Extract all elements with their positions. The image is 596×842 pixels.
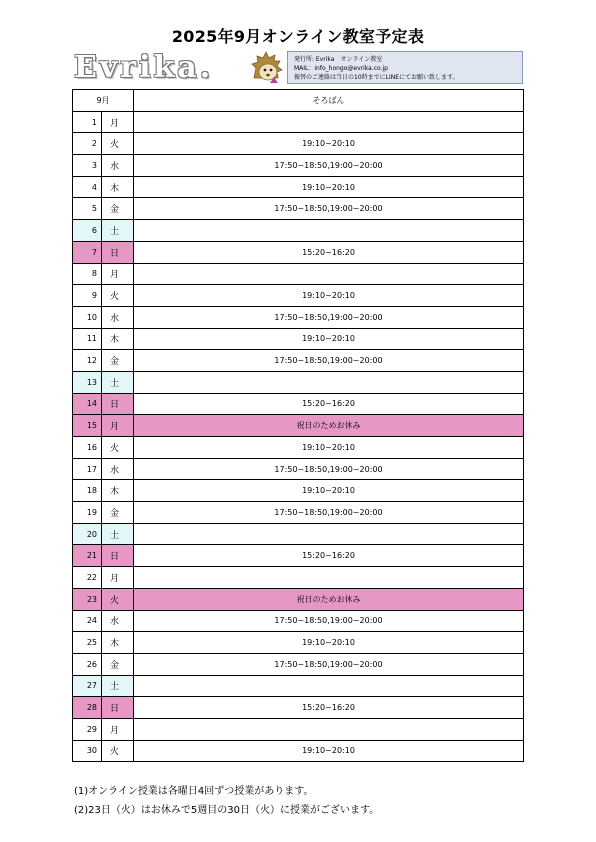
day-of-week: 土 <box>102 371 134 393</box>
class-time <box>134 263 524 285</box>
day-of-week: 水 <box>102 306 134 328</box>
day-number: 8 <box>73 263 102 285</box>
reschedule-note: 振替のご連絡は当日の10時までにLINEにてお願い致します。 <box>294 74 459 81</box>
class-time: 17:50~18:50,19:00~20:00 <box>134 502 524 524</box>
class-time: 17:50~18:50,19:00~20:00 <box>134 610 524 632</box>
table-row <box>73 133 524 155</box>
day-of-week: 火 <box>102 285 134 307</box>
day-number: 7 <box>73 241 102 263</box>
class-time: 17:50~18:50,19:00~20:00 <box>134 306 524 328</box>
day-of-week: 水 <box>102 610 134 632</box>
table-row <box>73 263 524 285</box>
day-number: 30 <box>73 740 102 762</box>
class-time: 19:10~20:10 <box>134 740 524 762</box>
day-number: 12 <box>73 350 102 372</box>
table-row <box>73 567 524 589</box>
class-time: 19:10~20:10 <box>134 176 524 198</box>
class-time: 祝日のためお休み <box>134 415 524 437</box>
day-of-week: 木 <box>102 328 134 350</box>
day-of-week: 日 <box>102 697 134 719</box>
class-time: 17:50~18:50,19:00~20:00 <box>134 350 524 372</box>
class-time: 19:10~20:10 <box>134 328 524 350</box>
table-row <box>73 393 524 415</box>
day-number: 13 <box>73 371 102 393</box>
table-header-row <box>73 90 524 112</box>
day-of-week: 土 <box>102 675 134 697</box>
table-row <box>73 371 524 393</box>
day-number: 15 <box>73 415 102 437</box>
day-number: 20 <box>73 523 102 545</box>
day-number: 9 <box>73 285 102 307</box>
class-time: 15:20~16:20 <box>134 697 524 719</box>
day-number: 10 <box>73 306 102 328</box>
page-title: 2025年9月オンライン教室予定表 <box>171 27 425 46</box>
course-header: そろばん <box>134 90 524 112</box>
table-row <box>73 523 524 545</box>
class-time <box>134 111 524 133</box>
class-time: 17:50~18:50,19:00~20:00 <box>134 458 524 480</box>
class-time <box>134 567 524 589</box>
day-number: 19 <box>73 502 102 524</box>
day-of-week: 日 <box>102 545 134 567</box>
table-row <box>73 198 524 220</box>
table-row <box>73 220 524 242</box>
class-time: 15:20~16:20 <box>134 545 524 567</box>
table-row <box>73 653 524 675</box>
class-time: 15:20~16:20 <box>134 393 524 415</box>
table-row <box>73 437 524 459</box>
day-number: 3 <box>73 155 102 177</box>
day-number: 14 <box>73 393 102 415</box>
class-time <box>134 675 524 697</box>
day-of-week: 月 <box>102 718 134 740</box>
table-row <box>73 458 524 480</box>
table-row <box>73 350 524 372</box>
day-number: 22 <box>73 567 102 589</box>
class-time: 19:10~20:10 <box>134 437 524 459</box>
class-time <box>134 371 524 393</box>
day-number: 29 <box>73 718 102 740</box>
class-time: 17:50~18:50,19:00~20:00 <box>134 653 524 675</box>
class-time: 17:50~18:50,19:00~20:00 <box>134 155 524 177</box>
day-of-week: 月 <box>102 111 134 133</box>
table-row <box>73 285 524 307</box>
class-time: 17:50~18:50,19:00~20:00 <box>134 198 524 220</box>
notes <box>74 782 379 820</box>
day-of-week: 火 <box>102 437 134 459</box>
day-number: 5 <box>73 198 102 220</box>
table-row <box>73 480 524 502</box>
day-number: 1 <box>73 111 102 133</box>
day-of-week: 日 <box>102 393 134 415</box>
schedule-table <box>72 89 524 762</box>
note-1: (1)オンライン授業は各曜日4回ずつ授業があります。 <box>74 786 314 797</box>
class-time: 19:10~20:10 <box>134 285 524 307</box>
table-row <box>73 415 524 437</box>
day-of-week: 水 <box>102 155 134 177</box>
day-of-week: 月 <box>102 415 134 437</box>
day-of-week: 火 <box>102 588 134 610</box>
publisher-info-box <box>287 51 523 84</box>
day-number: 6 <box>73 220 102 242</box>
day-number: 24 <box>73 610 102 632</box>
table-row <box>73 328 524 350</box>
table-row <box>73 502 524 524</box>
email-line: MAIL：info_hongo@evrika.co.jp <box>294 65 388 72</box>
day-of-week: 金 <box>102 502 134 524</box>
class-time <box>134 718 524 740</box>
evrika-logo <box>74 50 284 88</box>
table-row <box>73 111 524 133</box>
class-time: 19:10~20:10 <box>134 632 524 654</box>
table-row <box>73 306 524 328</box>
day-number: 4 <box>73 176 102 198</box>
table-row <box>73 241 524 263</box>
publisher-line: 発行所: Evrika オンライン教室 <box>294 56 383 63</box>
class-time: 19:10~20:10 <box>134 133 524 155</box>
day-of-week: 水 <box>102 458 134 480</box>
class-time: 19:10~20:10 <box>134 480 524 502</box>
table-row <box>73 632 524 654</box>
table-row <box>73 545 524 567</box>
class-time <box>134 523 524 545</box>
class-time: 15:20~16:20 <box>134 241 524 263</box>
day-of-week: 土 <box>102 523 134 545</box>
day-number: 28 <box>73 697 102 719</box>
table-row <box>73 155 524 177</box>
day-number: 2 <box>73 133 102 155</box>
table-row <box>73 588 524 610</box>
note-2: (2)23日（火）はお休みで5週目の30日（火）に授業がございます。 <box>74 805 380 816</box>
day-number: 26 <box>73 653 102 675</box>
day-of-week: 火 <box>102 740 134 762</box>
table-row <box>73 176 524 198</box>
day-of-week: 日 <box>102 241 134 263</box>
day-of-week: 金 <box>102 653 134 675</box>
day-of-week: 金 <box>102 350 134 372</box>
hedgehog-icon <box>250 50 286 86</box>
day-number: 27 <box>73 675 102 697</box>
table-row <box>73 675 524 697</box>
day-number: 18 <box>73 480 102 502</box>
day-of-week: 金 <box>102 198 134 220</box>
table-row <box>73 740 524 762</box>
day-of-week: 木 <box>102 480 134 502</box>
day-number: 17 <box>73 458 102 480</box>
day-of-week: 月 <box>102 567 134 589</box>
table-row <box>73 610 524 632</box>
day-number: 21 <box>73 545 102 567</box>
table-row <box>73 697 524 719</box>
day-of-week: 木 <box>102 632 134 654</box>
day-number: 25 <box>73 632 102 654</box>
day-number: 16 <box>73 437 102 459</box>
table-row <box>73 718 524 740</box>
day-of-week: 月 <box>102 263 134 285</box>
logo-wordmark: Evrika. <box>74 50 214 85</box>
day-number: 23 <box>73 588 102 610</box>
day-of-week: 土 <box>102 220 134 242</box>
month-header: 9月 <box>73 90 134 112</box>
class-time: 祝日のためお休み <box>134 588 524 610</box>
day-number: 11 <box>73 328 102 350</box>
day-of-week: 火 <box>102 133 134 155</box>
class-time <box>134 220 524 242</box>
day-of-week: 木 <box>102 176 134 198</box>
